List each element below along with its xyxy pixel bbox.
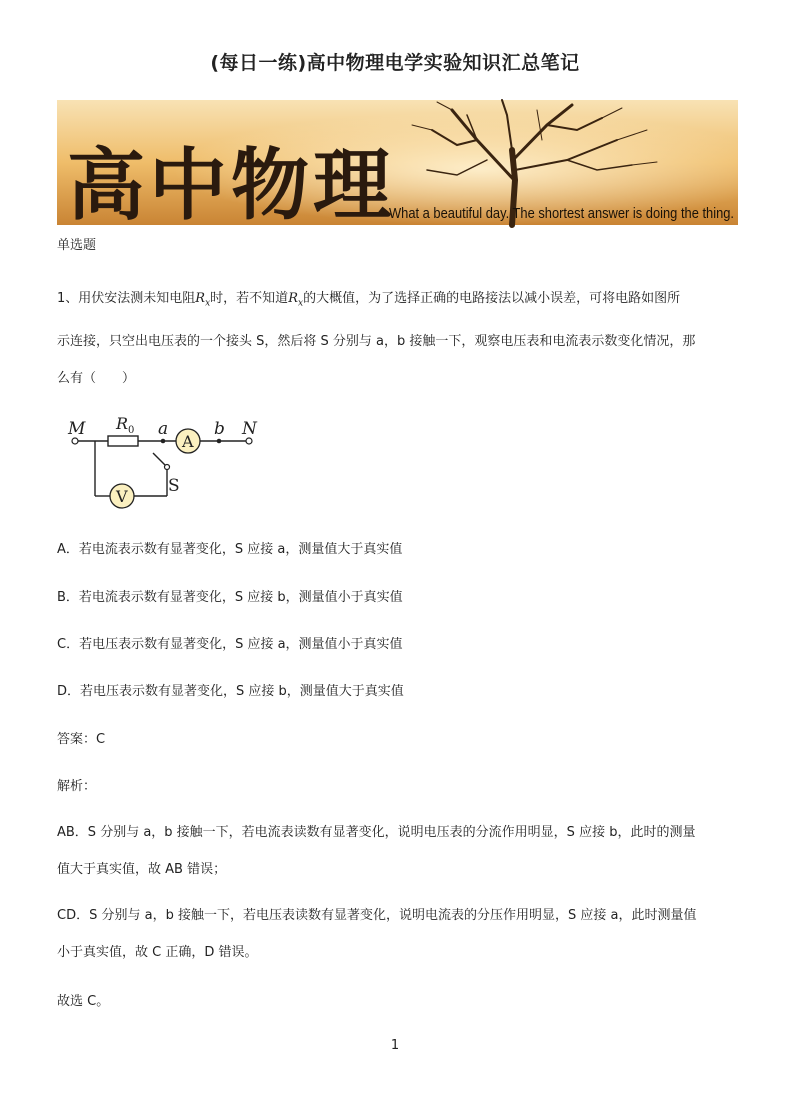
label-r-sub: 0 [128,425,135,436]
analysis-ab: AB．S 分别与 a，b 接触一下，若电流表读数有显著变化，说明电压表的分流作用明显，S 应接 b，此时的测量 值大于真实值，故 AB 错误； [57,825,696,877]
circuit-diagram [62,410,272,519]
answer-line: 答案：C [57,732,106,747]
section-label: 单选题 [57,238,97,253]
label-b: b [214,419,225,439]
label-voltmeter: V [116,487,128,506]
option-d: D．若电压表示数有显著变化，S 应接 b，测量值大于真实值 [57,684,404,699]
label-r: R [116,414,129,433]
label-ammeter: A [182,432,194,451]
switch-contact [165,465,170,470]
question-line-1: 1、用伏安法测未知电阻$R_x$时，若不知道$R_x$的大概值，为了选择正确的电路接法以减小误差，可将电路如图所 [57,291,681,309]
node-b [217,439,222,444]
resistor-r0 [108,436,138,446]
banner-caption: What a beautiful day. The shortest answer is doing the thing. [389,205,734,222]
label-m: M [68,419,86,439]
label-s: S [168,476,180,496]
page-number: 1 [390,1038,400,1053]
question-line-3: 么有（ ） [57,370,136,386]
banner-heading: 高中物理 [67,140,396,231]
node-a [161,439,166,444]
option-b: B．若电流表示数有显著变化，S 应接 b，测量值小于真实值 [57,590,403,605]
option-a: A．若电流表示数有显著变化，S 应接 a，测量值大于真实值 [57,542,403,557]
banner-image [57,100,738,231]
analysis-cd: CD．S 分别与 a，b 接触一下，若电压表读数有显著变化，说明电流表的分压作用明显，S 应接 a，此时测量值 小于真实值，故 C 正确，D 错误。 [57,908,697,960]
question-stem [57,280,737,397]
conclusion-line: 故选 C。 [57,994,110,1009]
page-title: (每日一练)高中物理电学实验知识汇总笔记 [210,52,580,74]
question-line-2: 示连接，只空出电压表的一个接头 S，然后将 S 分别与 a，b 接触一下，观察电压表和电流表示数变化情况，那 [57,333,696,349]
label-n: N [242,419,257,439]
analysis-label: 解析： [57,779,97,794]
label-a: a [158,419,169,439]
option-c: C．若电压表示数有显著变化，S 应接 a，测量值小于真实值 [57,637,403,652]
